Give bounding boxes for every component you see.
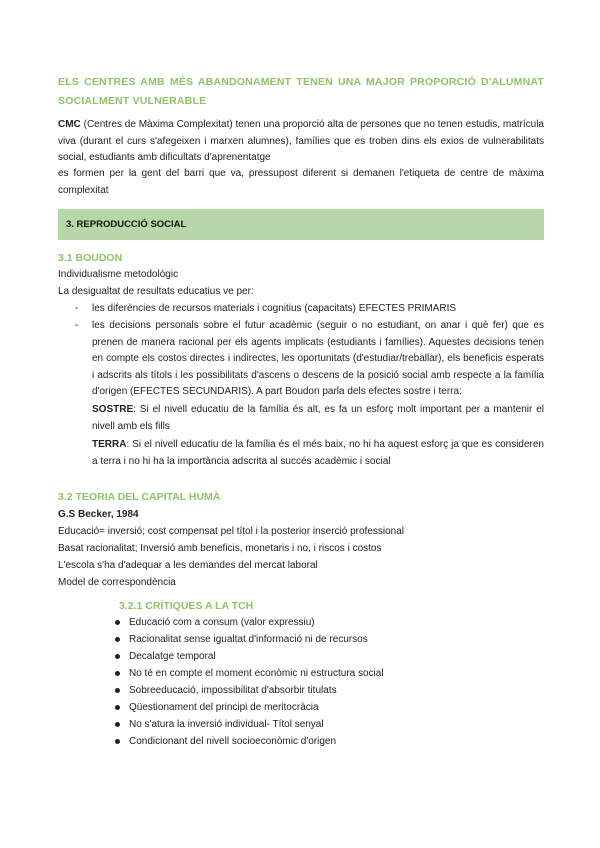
section-3-bar [58,209,544,240]
bullet-icon [115,739,120,744]
dash-marker-2: - [75,320,79,331]
capital-huma-line-2: Basat racionalitat; Inversió amb beneficis, monetaris i no, i riscos i costos [58,543,382,554]
critiques-title: 3.2.1 CRÍTIQUES A LA TCH [119,600,254,612]
bullet-icon [115,688,120,693]
critiques-list [115,614,384,750]
capital-huma-line-1: Educació= inversió; cost compensat pel títol i la posterior inserció professional [58,526,405,537]
cmc-paragraph [58,117,544,167]
capital-huma-author: G.S Becker, 1984 [58,509,139,520]
terra-text: : Si el nivell educatiu de la família és el més baix, no hi ha aquest esforç ja que es consideren a terra i no hi ha la importància adscrita al succés acadèmic i social [92,439,544,467]
list-item: Condicionant del nivell socioeconòmic d'origen [115,733,384,750]
boudon-title: 3.1 BOUDON [58,252,123,264]
cmc-text: (Centres de Màxima Complexitat) tenen una proporció alta de persones que no tenen estudis, matrícula viva (durant el curs s'afegeixen i marxen alumnes), famílies que es troben dins els exios de vulnerabilitats social, estudiants amb dificultats d'aprenentatge [58,119,544,163]
list-item: Sobreeducació, impossibilitat d'absorbir titulats [115,682,384,699]
sostre-text: : Si el nivell educatiu de la família és alt, es fa un esforç molt important per a mantenir el nivell amb els fills [92,404,544,432]
list-item: Educació com a consum (valor expressiu) [115,614,384,631]
boudon-line-1: Individualisme metodològic [58,269,179,280]
list-item: No té en compte el moment econòmic ni estructura social [115,665,384,682]
terra-label: TERRA [92,439,127,450]
bullet-icon [115,705,120,710]
capital-huma-title: 3.2 TEORIA DEL CAPITAL HUMÀ [58,491,221,503]
bullet-icon [115,637,120,642]
list-item: Decalatge temporal [115,648,384,665]
bullet-icon [115,722,120,727]
bullet-icon [115,620,120,625]
cmc-abbr: CMC [58,119,81,130]
boudon-dash-1: les diferències de recursos materials i cognitius (capacitats) EFECTES PRIMARIS [92,303,457,314]
bullet-icon [115,671,120,676]
sostre-paragraph [92,402,544,435]
boudon-line-2: La desigualtat de resultats educatius ve per: [58,286,254,297]
cmc-paragraph-2: es formen per la gent del barri que va, pressupost diferent si demanen l'etiqueta de centre de màxima complexitat [58,168,544,196]
list-item: No s'atura la inversió individual- Títol senyal [115,716,384,733]
capital-huma-line-4: Model de correspondència [58,577,176,588]
list-item: Qüestionament del principi de meritocràcia [115,699,384,716]
list-item: Racionalitat sense igualtat d'informació ni de recursos [115,631,384,648]
bullet-icon [115,654,120,659]
terra-paragraph [92,437,544,470]
boudon-dash-2: les decisions personals sobre el futur acadèmic (seguir o no estudiant, on anar i què fer) que es prenen de manera racional per els agents implicats (estudiants i famílies). Aquestes decisions tenen en compte els costos directes i indirectes, les oportunitats (d'estudiar/treballar), els beneficis esperats i adscrits als títols i les possibilitats d'ascens o descens de la posició social amb respecte a la família d'origen (EFECTES SECUNDARIS). A part Boudon parla dels efectes sostre i terra: [92,320,544,397]
capital-huma-line-3: L'escola s'ha d'adequar a les demandes del mercat laboral [58,560,318,571]
section-3-title: 3. REPRODUCCIÓ SOCIAL [66,219,187,230]
main-heading: ELS CENTRES AMB MÉS ABANDONAMENT TENEN UNA MAJOR PROPORCIÓ D'ALUMNAT SOCIALMENT VULNERABLE [58,76,544,107]
sostre-label: SOSTRE [92,404,134,415]
dash-marker-1: - [75,303,79,314]
